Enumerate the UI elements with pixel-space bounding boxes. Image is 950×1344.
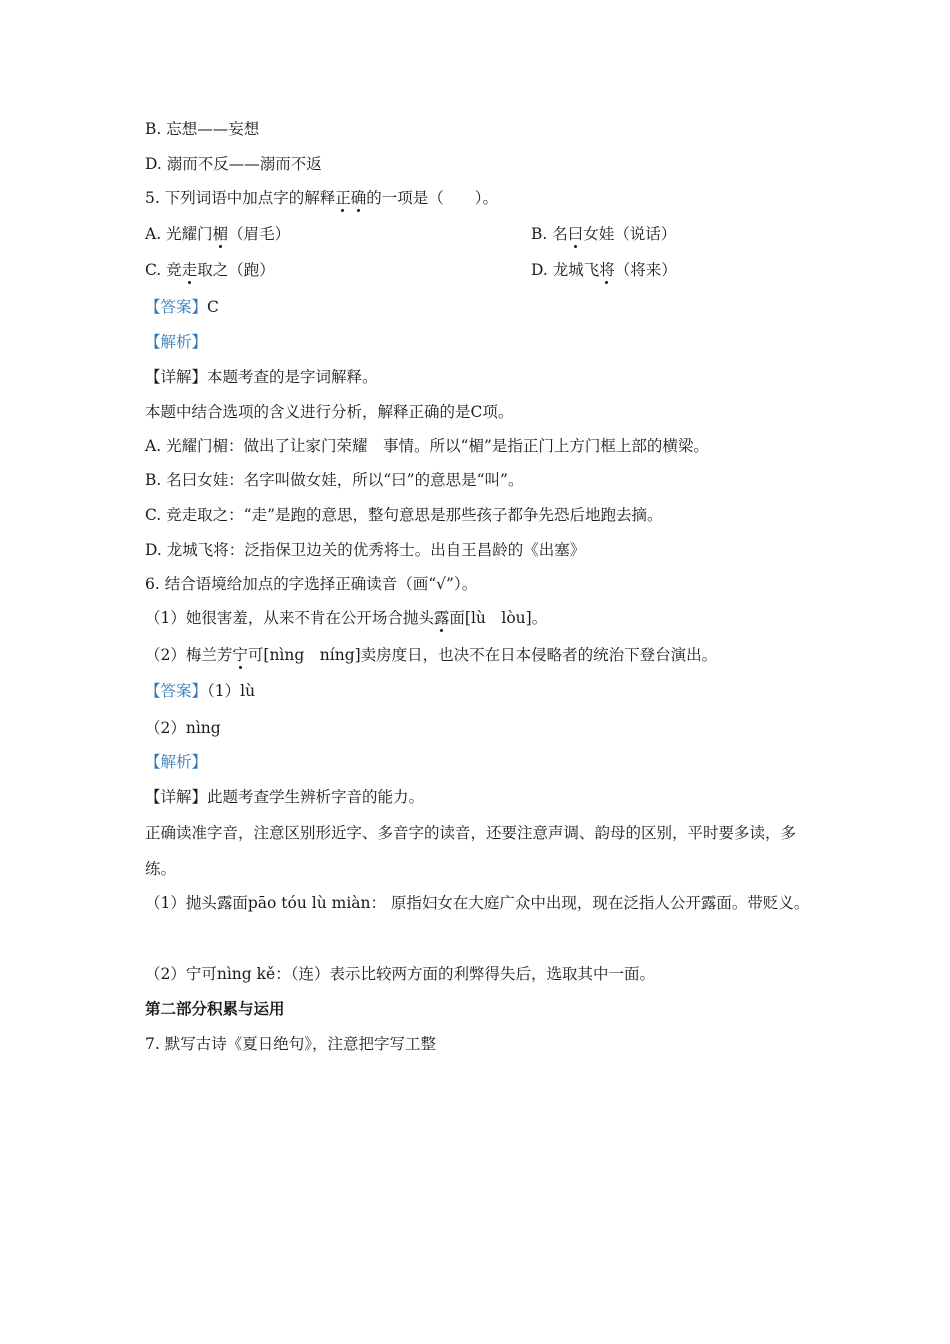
option-text: （眉毛） <box>228 225 291 243</box>
q7-stem: 7. 默写古诗《夏日绝句》，注意把字写工整 <box>145 1035 436 1053</box>
q5-option-b <box>531 223 676 245</box>
option-text: A. 光耀门 <box>145 225 213 243</box>
q5-stem <box>145 187 498 209</box>
dotted-char: 楣 <box>212 225 229 243</box>
q6-paragraph-3: （2）宁可nìng kě：（连）表示比较两方面的利弊得失后，选取其中一面。 <box>145 965 655 983</box>
option-text: 取之（跑） <box>197 261 275 279</box>
answer-tag: 【答案】 <box>145 682 208 700</box>
dotted-char: 宁 <box>232 646 248 664</box>
q5-explain-a: A. 光耀门楣：做出了让家门荣耀 事情。所以“楣”是指正门上方门框上部的横梁。 <box>145 437 709 455</box>
detail-text: 本题考查的是字词解释。 <box>207 368 378 386</box>
dotted-char: 走 <box>181 261 198 279</box>
dotted-char: 露 <box>433 609 450 627</box>
q5-option-a <box>145 223 290 245</box>
answer-tag: 【答案】 <box>145 298 208 316</box>
q5-stem-text: 的一项是（ ）。 <box>366 189 499 207</box>
q4-option-d: D. 溺而不反——溺而不返 <box>145 155 322 173</box>
detail-tag: 【详解】 <box>145 368 208 386</box>
answer-value: （1）lù <box>207 682 256 700</box>
q5-answer <box>145 296 219 318</box>
q6-sentence-1 <box>145 607 547 629</box>
section-heading: 第二部分积累与运用 <box>145 999 285 1018</box>
q6-answer-2: （2）nìng <box>145 719 221 737</box>
q5-explain-line: 本题中结合选项的含义进行分析，解释正确的是C项。 <box>145 403 514 421</box>
option-text: （将来） <box>614 261 677 279</box>
q6-paragraph-2: （1）抛头露面pāo tóu lù miàn： 原指妇女在大庭广众中出现，现在泛指人公开露面。带贬义。 <box>145 894 810 912</box>
q6-answer <box>145 680 255 702</box>
q6-sentence-2 <box>145 644 717 666</box>
detail-text: 此题考查学生辨析字音的能力。 <box>207 788 425 806</box>
q5-stem-text: 5. 下列词语中加点字的解释 <box>145 189 336 207</box>
q6-detail <box>145 786 424 808</box>
dotted-char: 确 <box>350 189 367 207</box>
q4-option-b: B. 忘想——妄想 <box>145 120 260 138</box>
q5-analysis-tag: 【解析】 <box>145 333 208 351</box>
sentence-text: 可[nìng níng]卖房度日，也决不在日本侵略者的统治下登台演出。 <box>247 646 718 664</box>
option-text: 女娃（说话） <box>583 225 677 243</box>
sentence-text: （2）梅兰芳 <box>145 646 233 664</box>
sentence-text: 面[lù lòu]。 <box>449 609 548 627</box>
option-text: B. 名 <box>531 225 568 243</box>
q5-explain-b: B. 名曰女娃：名字叫做女娃，所以“曰”的意思是“叫”。 <box>145 471 524 489</box>
q5-explain-d: D. 龙城飞将：泛指保卫边关的优秀将士。出自王昌龄的《出塞》 <box>145 541 586 559</box>
detail-tag: 【详解】 <box>145 788 208 806</box>
q5-detail <box>145 366 378 388</box>
q5-explain-c: C. 竞走取之：“走”是跑的意思，整句意思是那些孩子都争先恐后地跑去摘。 <box>145 506 663 524</box>
answer-value: C <box>207 298 219 316</box>
sentence-text: （1）她很害羞，从来不肯在公开场合抛头 <box>145 609 434 627</box>
dotted-char: 正 <box>335 189 351 207</box>
q6-stem: 6. 结合语境给加点的字选择正确读音（画“√”）。 <box>145 575 478 593</box>
dotted-char: 将 <box>599 261 615 279</box>
option-text: C. 竞 <box>145 261 182 279</box>
q6-analysis-tag: 【解析】 <box>145 753 208 771</box>
dotted-char: 曰 <box>567 225 584 243</box>
q6-paragraph-1: 正确读准字音，注意区别形近字、多音字的读音，还要注意声调、韵母的区别，平时要多读，多练。 <box>145 824 797 878</box>
q5-option-d <box>531 259 677 281</box>
option-text: D. 龙城飞 <box>531 261 600 279</box>
q5-option-c <box>145 259 275 281</box>
